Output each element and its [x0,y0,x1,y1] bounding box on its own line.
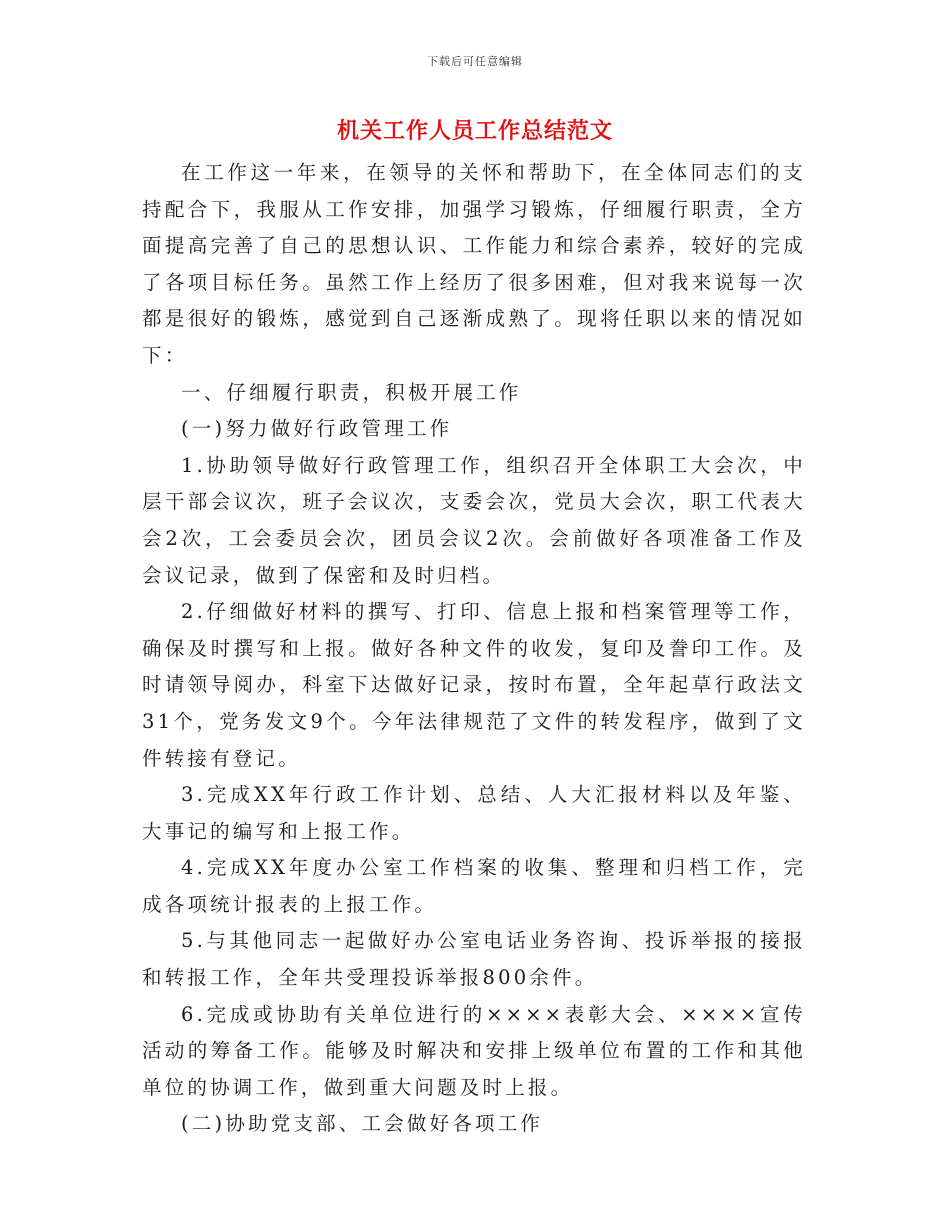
subsection-heading-1: (一)努力做好行政管理工作 [181,417,453,441]
document-body [142,155,806,1143]
header-note: 下载后可任意编辑 [427,55,523,68]
subsection-heading-2: (二)协助党支部、工会做好各项工作 [181,1112,544,1136]
paragraph-item-3: 3.完成XX年行政工作计划、总结、人大汇报材料以及年鉴、大事记的编写和上报工作。 [142,783,806,843]
document-title: 机关工作人员工作总结范文 [336,118,613,144]
paragraph-item-4: 4.完成XX年度办公室工作档案的收集、整理和归档工作，完成各项统计报表的上报工作。 [142,856,806,916]
paragraph-item-1: 1.协助领导做好行政管理工作，组织召开全体职工大会次，中层干部会议次，班子会议次，支委会次，党员大会次，职工代表大会2次，工会委员会次，团员会议2次。会前做好各项准备工作及会议记录，做到了保密和及时归档。 [142,453,806,587]
paragraph-intro: 在工作这一年来，在领导的关怀和帮助下，在全体同志们的支持配合下，我服从工作安排，加强学习锻炼，仔细履行职责，全方面提高完善了自己的思想认识、工作能力和综合素养，较好的完成了各项目标任务。虽然工作上经历了很多困难，但对我来说每一次都是很好的锻炼，感觉到自己逐渐成熟了。现将任职以来的情况如下： [142,161,806,367]
paragraph-item-2: 2.仔细做好材料的撰写、打印、信息上报和档案管理等工作，确保及时撰写和上报。做好各种文件的收发，复印及誊印工作。及时请领导阅办，科室下达做好记录，按时布置，全年起草行政法文31个，党务发文9个。今年法律规范了文件的转发程序，做到了文件转接有登记。 [142,600,806,770]
paragraph-item-5: 5.与其他同志一起做好办公室电话业务咨询、投诉举报的接报和转报工作，全年共受理投诉举报800余件。 [142,929,806,990]
paragraph-item-6: 6.完成或协助有关单位进行的××××表彰大会、××××宣传活动的筹备工作。能够及时解决和安排上级单位布置的工作和其他单位的协调工作，做到重大问题及时上报。 [142,1002,806,1099]
section-heading-1: 一、仔细履行职责，积极开展工作 [181,380,522,404]
